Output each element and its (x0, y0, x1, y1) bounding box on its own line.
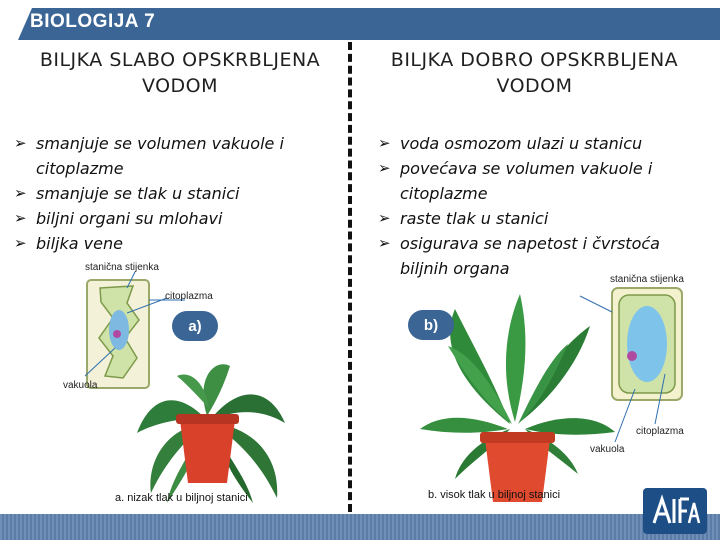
column-divider (348, 42, 352, 512)
arrowhead-bullet-icon: ➢ (378, 209, 391, 227)
list-item (374, 206, 704, 231)
label-cytoplasm: citoplazma (636, 426, 684, 437)
label-cell-wall: stanična stijenka (610, 274, 684, 285)
list-item (10, 131, 340, 181)
arrowhead-bullet-icon: ➢ (378, 234, 391, 252)
list-item (10, 206, 340, 231)
bullet-text: voda osmozom ulazi u stanicu (400, 134, 643, 153)
footer-stripe (0, 514, 720, 540)
right-bullet-list (374, 131, 704, 281)
bullet-text: povećava se volumen vakuole i citoplazme (400, 159, 653, 203)
label-vacuole: vakuola (590, 444, 625, 455)
left-column-title: BILJKA SLABO OPSKRBLJENA VODOM (39, 49, 321, 97)
publisher-logo-icon (643, 488, 707, 534)
arrowhead-bullet-icon: ➢ (378, 134, 391, 152)
label-cytoplasm: citoplazma (165, 291, 213, 302)
arrowhead-bullet-icon: ➢ (14, 209, 27, 227)
arrowhead-bullet-icon: ➢ (14, 134, 27, 152)
arrowhead-bullet-icon: ➢ (14, 184, 27, 202)
logo-mark (649, 493, 701, 529)
list-item (374, 156, 704, 206)
figure-wilted-plant (55, 258, 340, 508)
figure-caption-b: b. visok tlak u biljnoj stanici (428, 489, 561, 501)
label-cell-wall: stanična stijenka (85, 262, 159, 273)
header-banner (0, 0, 720, 48)
list-item (10, 231, 340, 256)
plant-cell-high-pressure (580, 288, 682, 442)
bullet-text: biljni organi su mlohavi (36, 209, 223, 228)
plant-pot (180, 420, 235, 483)
bullet-text: osigurava se napetost i čvrstoća biljnih organa (400, 234, 660, 278)
figure-caption-a: a. nizak tlak u biljnoj stanici (115, 492, 248, 504)
page-title: BIOLOGIJA 7 (30, 11, 156, 32)
bullet-text: biljka vene (36, 234, 123, 253)
healthy-plant-illustration (400, 264, 700, 509)
list-item (10, 181, 340, 206)
right-column-title: BILJKA DOBRO OPSKRBLJENA VODOM (390, 49, 679, 97)
list-item (374, 131, 704, 156)
bullet-text: smanjuje se tlak u stanici (36, 184, 240, 203)
figure-badge-b: b) (408, 310, 454, 340)
figure-badge-a: a) (172, 311, 218, 341)
plant-cell-low-pressure (85, 272, 185, 388)
bullet-text: smanjuje se volumen vakuole i citoplazme (36, 134, 284, 178)
label-vacuole: vakuola (63, 380, 98, 391)
figure-healthy-plant (400, 264, 700, 509)
left-bullet-list (10, 131, 340, 256)
arrowhead-bullet-icon: ➢ (378, 159, 391, 177)
arrowhead-bullet-icon: ➢ (14, 234, 27, 252)
bullet-text: raste tlak u stanici (400, 209, 549, 228)
